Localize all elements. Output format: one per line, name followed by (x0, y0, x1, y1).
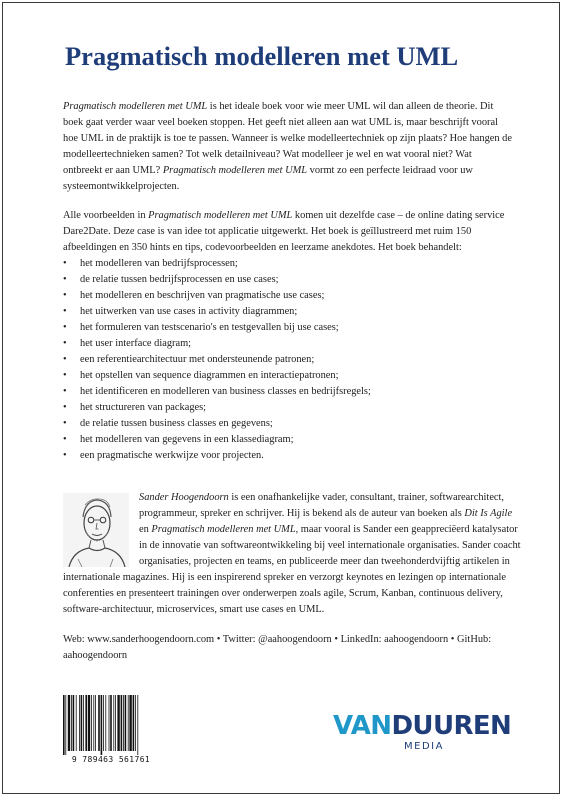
logo-text-van: VAN (333, 711, 392, 741)
topic-item: • een referentiearchitectuur met ondersteunende patronen; (63, 352, 513, 368)
topic-item: • de relatie tussen business classes en gegevens; (63, 416, 513, 432)
topic-item: • het modelleren van bedrijfsprocessen; (63, 256, 513, 272)
intro-text: is het ideale boek voor wie meer UML wil dan alleen de theorie. Dit boek gaat verder waar veel boeken stoppen. Het geeft niet alleen aan wat UML is, maar beschrijft vooral hoe UML in de praktijk is toe te passen. Wanneer is welke modelleertechniek op zijn plaats? Hoe hangen de modelleertechnieken samen? Tot welk detailniveau? Wat modelleer je wel en wat vooral niet? Wat ontbreekt er aan UML? (63, 101, 512, 176)
topic-item: • het opstellen van sequence diagrammen en interactiepatronen; (63, 368, 513, 384)
book-title-ref: Pragmatisch modelleren met UML (162, 165, 308, 176)
publisher-logo-sub: MEDIA (404, 741, 444, 752)
publisher-logo (333, 711, 515, 741)
author-bio (63, 490, 523, 618)
content-text: komen uit dezelfde case – de online dating service Dare2Date. Deze case is van idee tot applicatie uitgewerkt. Het boek is geïllustreerd met ruim 150 afbeeldingen en 350 hints en tips, codevoorbeelden en leerzame anekdotes. Het boek behandelt: (63, 210, 505, 253)
book-title-ref: Pragmatisch modelleren met UML (148, 210, 293, 221)
author-name: Sander Hoogendoorn (139, 492, 229, 503)
author-contacts: Web: www.sanderhoogendoorn.com • Twitter: @aahoogendoorn • LinkedIn: aahoogendoorn • GitHub: aahoogendoorn (63, 634, 492, 661)
content-text: Alle voorbeelden in (63, 210, 149, 221)
intro-text: vormt zo een perfecte leidraad voor uw systeemontwikkelprojecten. (63, 165, 473, 192)
content-intro (63, 208, 513, 256)
book-title-ref: Pragmatisch modelleren met UML (63, 101, 208, 112)
book-title: Pragmatisch modelleren met UML (65, 41, 459, 71)
book-title-ref: Pragmatisch modelleren met UML (151, 524, 296, 535)
topic-item: • het structureren van packages; (63, 400, 513, 416)
isbn-number: 9 789463 561761 (71, 755, 151, 764)
topic-item: • het modelleren van gegevens in een klassediagram; (63, 432, 513, 448)
intro-paragraph (63, 99, 513, 195)
topic-item: • het user interface diagram; (63, 336, 513, 352)
back-cover (2, 2, 560, 794)
topic-item: • het formuleren van testscenario's en testgevallen bij use cases; (63, 320, 513, 336)
topic-list (63, 256, 513, 464)
bio-text: en (139, 524, 152, 535)
book-title-ref: Dit Is Agile (464, 508, 513, 519)
logo-text-duuren: DUUREN (391, 711, 512, 741)
topic-item: • het identificeren en modelleren van business classes en bedrijfsregels; (63, 384, 513, 400)
topic-item: • het modelleren en beschrijven van pragmatische use cases; (63, 288, 513, 304)
topic-item: • het uitwerken van use cases in activity diagrammen; (63, 304, 513, 320)
topic-item: • een pragmatische werkwijze voor projecten. (63, 448, 513, 464)
topic-item: • de relatie tussen bedrijfsprocessen en use cases; (63, 272, 513, 288)
bio-text: , maar vooral is Sander een geappreciëerd katalysator in de innovatie van softwareontwikkeling bij veel internationale organisaties. Sander coacht organisaties, projecten en teams, en publiceerde meer dan tweehonderdvijftig artikelen in internationale magazines. Hij is een inspirerend spreker en verzorgt keynotes en lezingen op internationale conferenties en presenteert trainingen over onderwerpen zoals agile, Scrum, Kanban, continuous delivery, software-architectuur, microservices, smart use cases en UML. (63, 524, 521, 615)
content-paragraph (63, 208, 513, 464)
bio-text: is een onafhankelijke vader, consultant, trainer, softwarearchitect, programmeur, spreker en schrijver. Hij is bekend als de auteur van boeken als (139, 492, 505, 519)
